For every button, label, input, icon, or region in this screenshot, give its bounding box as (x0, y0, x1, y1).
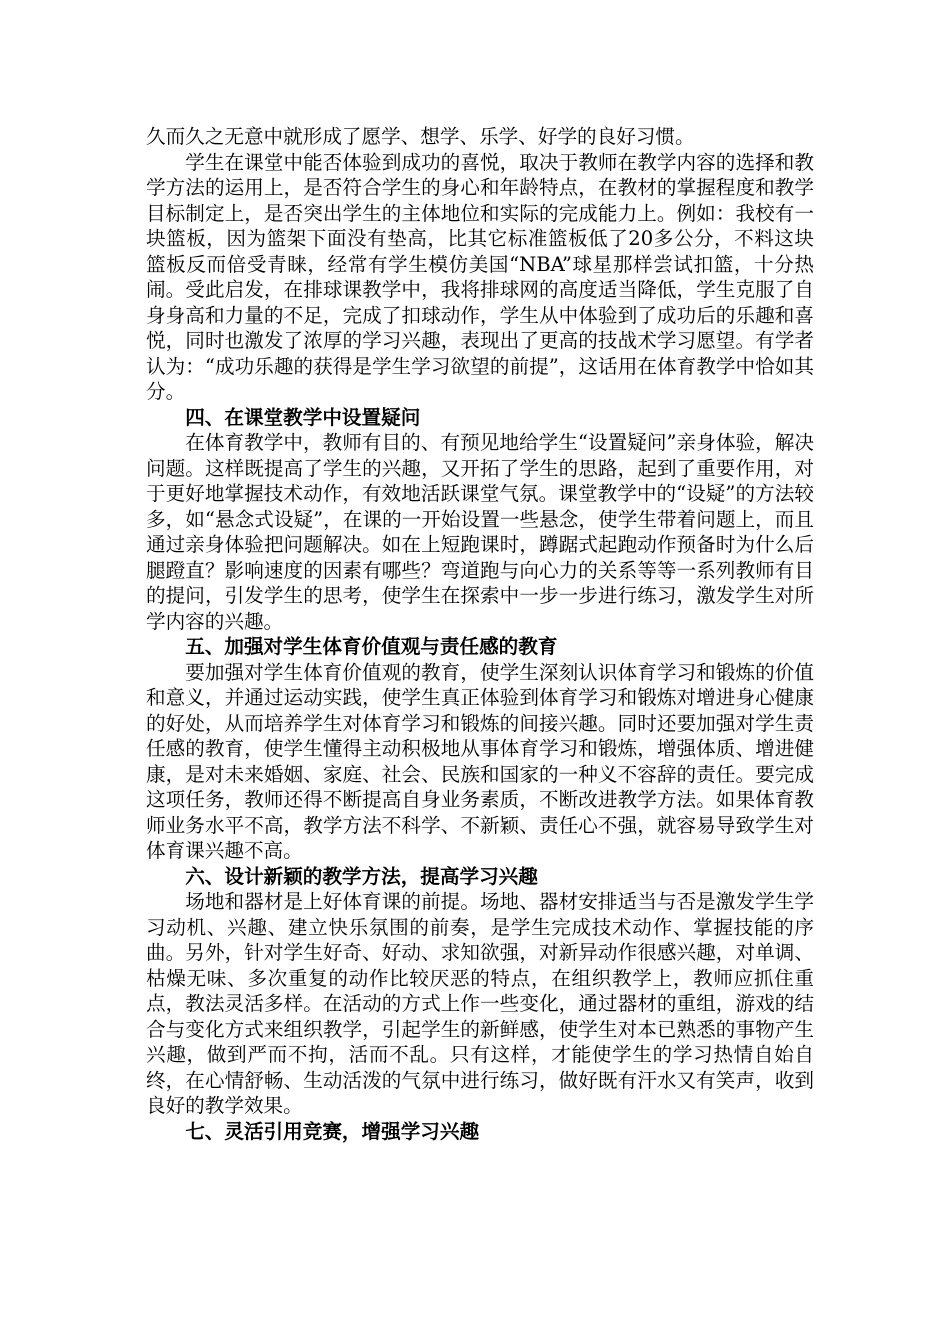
section-body-6: 场地和器材是上好体育课的前提。场地、器材安排适当与否是激发学生学习动机、兴趣、建立快乐氛围的前奏，是学生完成技术动作、掌握技能的序曲。另外，针对学生好奇、好动、求知欲强，对新异动作很感兴趣，对单调、枯燥无味、多次重复的动作比较厌恶的特点，在组织教学上，教师应抓住重点，教法灵活多样。在活动的方式上作一些变化，通过器材的重组，游戏的结合与变化方式来组织教学，引起学生的新鲜感，使学生对本已熟悉的事物产生兴趣，做到严而不拘，活而不乱。只有这样，才能使学生的学习热情自始自终，在心情舒畅、生动活泼的气氛中进行练习，做好既有汗水又有笑声，收到良好的教学效果。 (146, 890, 814, 1117)
section-heading-7: 七、灵活引用竞赛，增强学习兴趣 (185, 1119, 480, 1143)
section-heading-6: 六、设计新颖的教学方法，提高学习兴趣 (185, 864, 538, 888)
section-heading-5: 五、加强对学生体育价值观与责任感的教育 (185, 635, 558, 658)
section-body-5: 要加强对学生体育价值观的教育，使学生深刻认识体育学习和锻炼的价值和意义，并通过运动实践，使学生真正体验到体育学习和锻炼对增进身心健康的好处，从而培养学生对体育学习和锻炼的间接兴趣。同时还要加强对学生责任感的教育，使学生懂得主动积极地从事体育学习和锻炼，增强体质、增进健康，是对未来婚姻、家庭、社会、民族和国家的一种义不容辞的责任。要完成这项任务，教师还得不断提高自身业务素质，不断改进教学方法。如果体育教师业务水平不高，教学方法不科学、不新颖、责任心不强，就容易导致学生对体育课兴趣不高。 (146, 660, 814, 862)
document-body (146, 124, 814, 1144)
section-body-4: 在体育教学中，教师有目的、有预见地给学生“设置疑问”亲身体验，解决问题。这样既提高了学生的兴趣，又开拓了学生的思路，起到了重要作用，对于更好地掌握技术动作，有效地活跃课堂气氛。课堂教学中的“设疑”的方法较多，如“悬念式设疑”，在课的一开始设置一些悬念，使学生带着问题上，而且通过亲身体验把问题解决。如在上短跑课时，蹲踞式起跑动作预备时为什么后腿蹬直？影响速度的因素有哪些？弯道跑与向心力的关系等等一系列教师有目的提问，引发学生的思考，使学生在探索中一步一步进行练习，激发学生对所学内容的兴趣。 (146, 431, 814, 633)
intro-paragraph-success: 学生在课堂中能否体验到成功的喜悦，取决于教师在教学内容的选择和教学方法的运用上，是否符合学生的身心和年龄特点，在教材的掌握程度和教学目标制定上，是否突出学生的主体地位和实际的完成能力上。例如：我校有一块篮板，因为篮架下面没有垫高，比其它标准篮板低了20多公分，不料这块篮板反而倍受青睐，经常有学生模仿美国“NBA”球星那样尝试扣篮，十分热闹。受此启发，在排球课教学中，我将排球网的高度适当降低，学生克服了自身身高和力量的不足，完成了扣球动作，学生从中体验到了成功后的乐趣和喜悦，同时也激发了浓厚的学习兴趣，表现出了更高的技战术学习愿望。有学者认为：“成功乐趣的获得是学生学习欲望的前提”，这话用在体育教学中恰如其分。 (146, 150, 814, 403)
intro-paragraph-continuation: 久而久之无意中就形成了愿学、想学、乐学、好学的良好习惯。 (146, 125, 695, 148)
section-heading-4: 四、在课堂教学中设置疑问 (185, 405, 421, 429)
